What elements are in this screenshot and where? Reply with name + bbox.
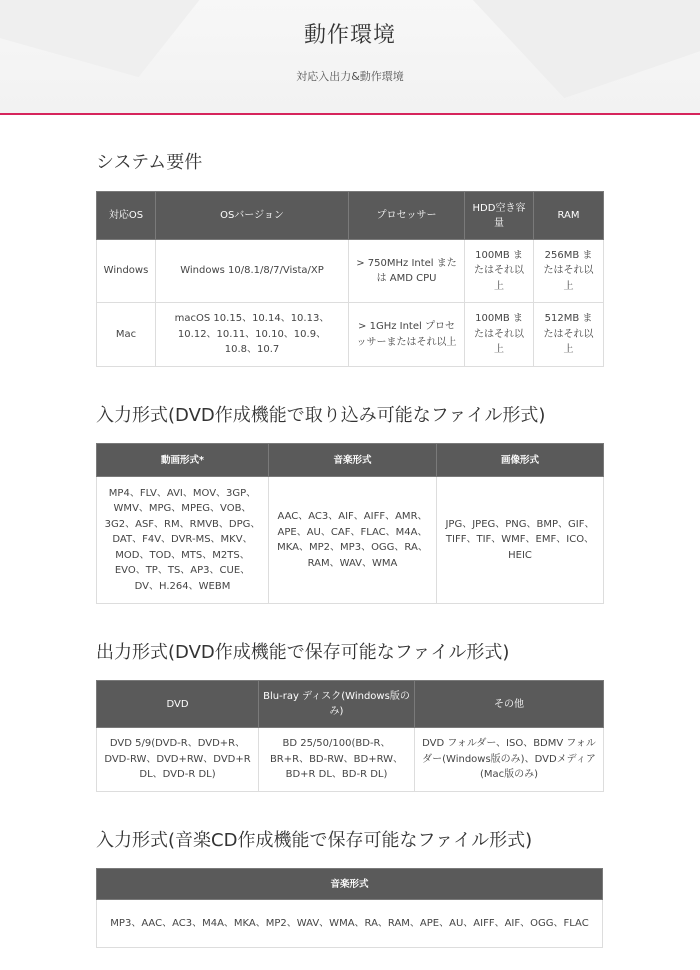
table-row-mac [97, 303, 604, 367]
cell-audio-formats: MP3、AAC、AC3、M4A、MKA、MP2、WAV、WMA、RA、RAM、APE、AU、AIFF、AIF、OGG、FLAC [97, 900, 603, 948]
cd-formats-table [96, 868, 603, 948]
cell-dvd: DVD 5/9(DVD-R、DVD+R、DVD-RW、DVD+RW、DVD+R DL、DVD-R DL) [97, 728, 259, 792]
header-hdd: HDD空き容量 [465, 192, 534, 240]
header-other: その他 [415, 681, 604, 728]
output-formats-title: 出力形式(DVD作成機能で保存可能なファイル形式) [96, 642, 510, 663]
cell-os: Mac [97, 303, 156, 367]
page-header [0, 0, 700, 113]
table-row [97, 728, 604, 792]
system-requirements-table [96, 191, 604, 367]
cell-ram: 512MB またはそれ以上 [534, 303, 604, 367]
cell-ram: 256MB またはそれ以上 [534, 240, 604, 303]
header-audio-formats: 音楽形式 [97, 869, 603, 900]
table-header-row [97, 192, 604, 240]
cell-processor: > 750MHz Intel または AMD CPU [349, 240, 465, 303]
cell-audio-formats: AAC、AC3、AIF、AIFF、AMR、APE、AU、CAF、FLAC、M4A、MKA、MP2、MP3、OGG、RA、RAM、WAV、WMA [269, 477, 437, 604]
header-video-formats: 動画形式* [97, 444, 269, 477]
cell-hdd: 100MB またはそれ以上 [465, 240, 534, 303]
header-dvd: DVD [97, 681, 259, 728]
cell-video-formats: MP4、FLV、AVI、MOV、3GP、WMV、MPG、MPEG、VOB、3G2、ASF、RM、RMVB、DPG、DAT、F4V、DVR-MS、MKV、MOD、TOD、MTS、M2TS、EVO、TP、TS、AP3、CUE、DV、H.264、WEBM [97, 477, 269, 604]
input-formats-title: 入力形式(DVD作成機能で取り込み可能なファイル形式) [96, 405, 546, 426]
header-os: 対応OS [97, 192, 156, 240]
header-processor: プロセッサー [349, 192, 465, 240]
table-row [97, 477, 604, 604]
cell-hdd: 100MB またはそれ以上 [465, 303, 534, 367]
input-formats-table [96, 443, 604, 604]
header-image-formats: 画像形式 [437, 444, 604, 477]
header-audio-formats: 音楽形式 [269, 444, 437, 477]
cd-formats-title: 入力形式(音楽CD作成機能で保存可能なファイル形式) [96, 830, 533, 851]
cell-os-version: macOS 10.15、10.14、10.13、10.12、10.11、10.10、10.9、10.8、10.7 [156, 303, 349, 367]
table-row-windows [97, 240, 604, 303]
table-row [97, 900, 603, 948]
header-decoration-left [0, 0, 310, 113]
cell-other: DVD フォルダー、ISO、BDMV フォルダー(Windows版のみ)、DVDメディア(Mac版のみ) [415, 728, 604, 792]
header-os-version: OSバージョン [156, 192, 349, 240]
cell-os: Windows [97, 240, 156, 303]
cell-os-version: Windows 10/8.1/8/7/Vista/XP [156, 240, 349, 303]
cell-processor: > 1GHz Intel プロセッサーまたはそれ以上 [349, 303, 465, 367]
system-requirements-title: システム要件 [96, 152, 203, 173]
page-subtitle: 対応入出力&動作環境 [296, 70, 404, 83]
page-title: 動作環境 [303, 23, 396, 48]
header-decoration-right [370, 0, 700, 113]
cell-bluray: BD 25/50/100(BD-R、BR+R、BD-RW、BD+RW、BD+R DL、BD-R DL) [259, 728, 415, 792]
table-header-row [97, 681, 604, 728]
output-formats-table [96, 680, 604, 792]
header-ram: RAM [534, 192, 604, 240]
header-accent-line [0, 113, 700, 115]
table-header-row [97, 444, 604, 477]
header-bluray: Blu-ray ディスク(Windows版のみ) [259, 681, 415, 728]
table-header-row [97, 869, 603, 900]
cell-image-formats: JPG、JPEG、PNG、BMP、GIF、TIFF、TIF、WMF、EMF、ICO、HEIC [437, 477, 604, 604]
